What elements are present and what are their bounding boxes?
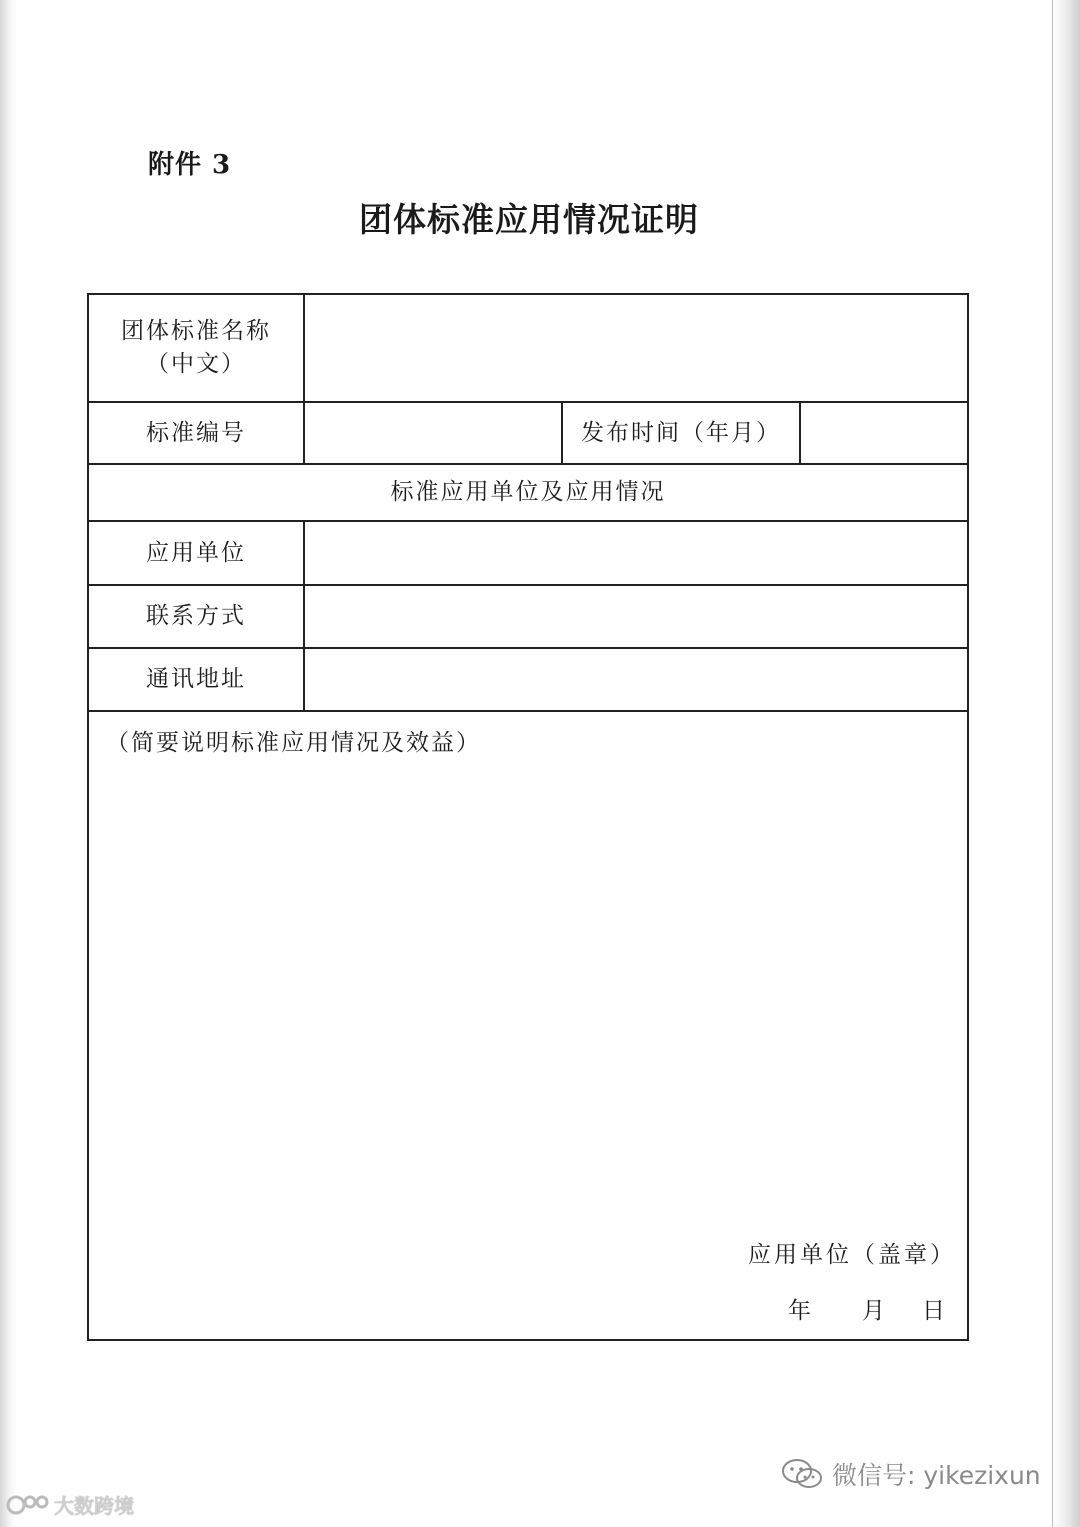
brand-logo-text: 大数跨境 <box>54 1494 134 1518</box>
address-field[interactable] <box>305 649 967 710</box>
wechat-icon <box>780 1457 824 1491</box>
standard-number-label: 标准编号 <box>146 419 246 446</box>
standard-number-field[interactable] <box>305 403 561 463</box>
wechat-id-text: 微信号: yikezixun <box>832 1461 1041 1490</box>
application-unit-label: 应用单位 <box>146 539 246 566</box>
contact-field[interactable] <box>305 586 967 647</box>
brand-logo-icon <box>6 1492 50 1518</box>
section-header: 标准应用单位及应用情况 <box>390 479 666 505</box>
standard-name-label <box>89 295 303 401</box>
date-year: 年 <box>788 1298 811 1324</box>
description-hint: （简要说明标准应用情况及效益） <box>106 730 481 756</box>
wechat-watermark <box>780 1456 1041 1492</box>
brand-logo <box>6 1490 134 1519</box>
standard-name-label-line2: （中文） <box>146 351 246 377</box>
signature-date <box>788 1292 945 1325</box>
document-title: 团体标准应用情况证明 <box>359 200 699 239</box>
standard-name-field[interactable] <box>305 295 967 401</box>
contact-label: 联系方式 <box>146 603 246 629</box>
publish-date-label: 发布时间（年月） <box>581 419 781 446</box>
date-day: 日 <box>922 1298 945 1324</box>
address-label: 通讯地址 <box>146 666 246 692</box>
stamp-label: 应用单位（盖章） <box>748 1242 956 1268</box>
date-month: 月 <box>862 1298 885 1324</box>
attachment-label: 附件 3 <box>148 150 232 180</box>
application-unit-field[interactable] <box>305 522 967 584</box>
publish-date-field[interactable] <box>801 403 967 463</box>
standard-name-label-line1: 团体标准名称 <box>121 318 271 344</box>
